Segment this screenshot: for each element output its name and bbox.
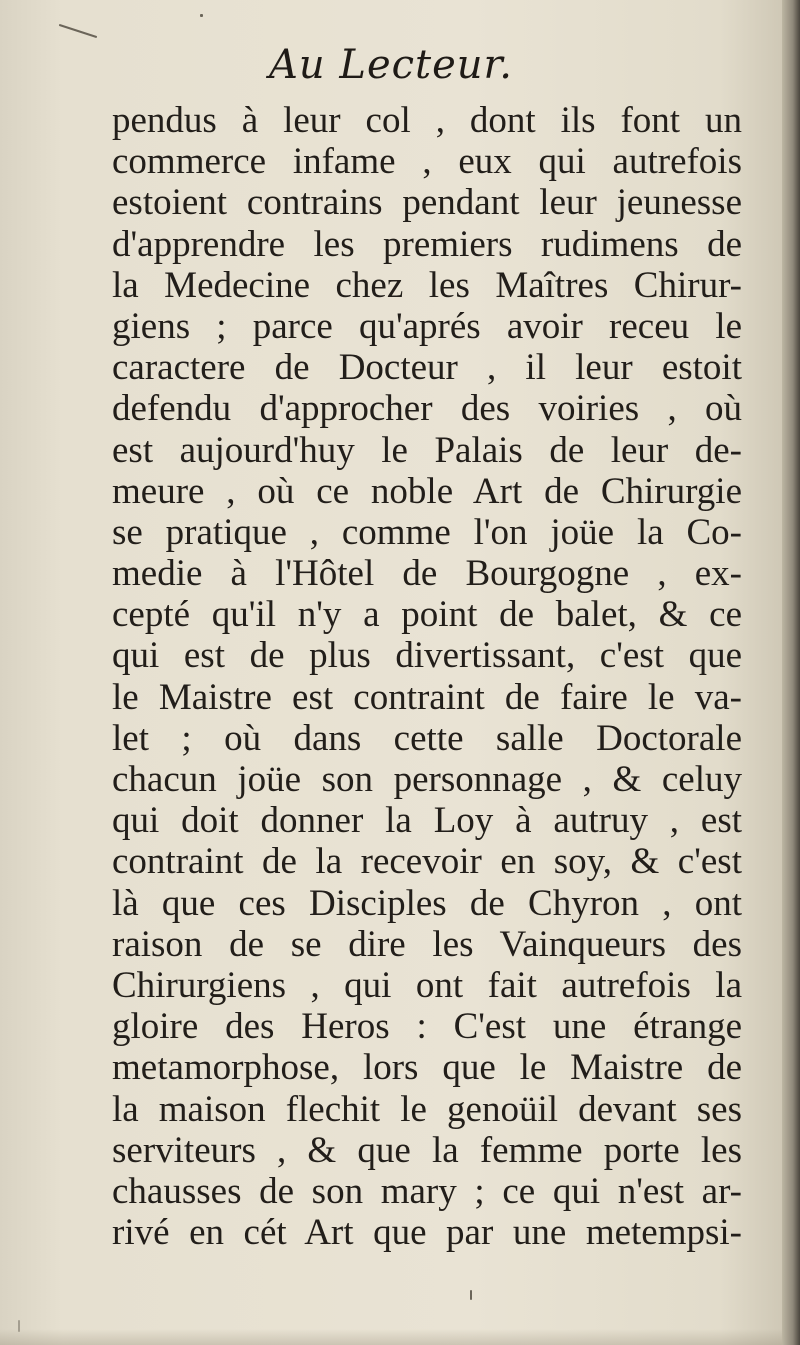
text-line: la maison flechit le genoüil devant ses xyxy=(112,1088,742,1130)
text-line: estoient contrains pendant leur jeunesse xyxy=(112,182,742,224)
text-line: serviteurs , & que la femme porte les xyxy=(112,1129,742,1171)
page-bottom-shadow xyxy=(0,1329,782,1345)
text-line: gloire des Heros : C'est une étrange xyxy=(112,1006,742,1048)
text-line: la Medecine chez les Maîtres Chirur- xyxy=(112,264,742,306)
text-line: là que ces Disciples de Chyron , ont xyxy=(112,882,742,924)
text-line: caractere de Docteur , il leur estoit xyxy=(112,347,742,389)
text-line: d'apprendre les premiers rudimens de xyxy=(112,223,742,265)
text-line: let ; où dans cette salle Doctorale xyxy=(112,717,742,759)
running-head: Au Lecteur. xyxy=(269,42,513,88)
paper-speck xyxy=(470,1290,472,1300)
text-line: medie à l'Hôtel de Bourgogne , ex- xyxy=(112,553,742,595)
text-line: meure , où ce noble Art de Chirurgie xyxy=(112,470,742,512)
text-line: le Maistre est contraint de faire le va- xyxy=(112,676,742,718)
text-line: raison de se dire les Vainqueurs des xyxy=(112,923,742,965)
text-line: rivé en cét Art que par une metempsi- xyxy=(112,1212,742,1254)
text-line: qui doit donner la Loy à autruy , est xyxy=(112,800,742,842)
paper-speck xyxy=(59,24,98,38)
page-fore-edge xyxy=(782,0,800,1345)
text-line: est aujourd'huy le Palais de leur de- xyxy=(112,429,742,471)
text-line: qui est de plus divertissant, c'est que xyxy=(112,635,742,677)
text-line: pendus à leur col , dont ils font un xyxy=(112,100,742,141)
text-line: chacun joüe son personnage , & celuy xyxy=(112,759,742,800)
paper-speck xyxy=(200,14,203,17)
text-line: commerce infame , eux qui autrefois xyxy=(112,141,742,183)
text-line: se pratique , comme l'on joüe la Co- xyxy=(112,511,742,553)
text-line: giens ; parce qu'aprés avoir receu le xyxy=(112,305,742,347)
text-line: Chirurgiens , qui ont fait autrefois la xyxy=(112,964,742,1006)
text-line: contraint de la recevoir en soy, & c'est xyxy=(112,841,742,883)
text-line: metamorphose, lors que le Maistre de xyxy=(112,1047,742,1089)
body-text xyxy=(112,100,742,1253)
text-line: defendu d'approcher des voiries , où xyxy=(112,388,742,430)
text-line: chausses de son mary ; ce qui n'est ar- xyxy=(112,1170,742,1212)
text-line: cepté qu'il n'y a point de balet, & ce xyxy=(112,594,742,636)
